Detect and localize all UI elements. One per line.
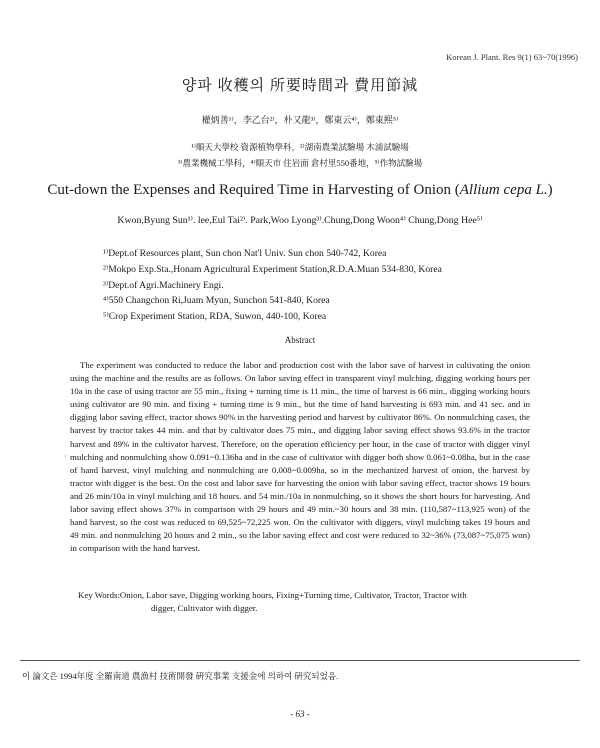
english-authors: Kwon,Byung Sun¹⁾. lee,Eul Tai²⁾. Park,Woo Lyong³⁾.Chung,Dong Woon⁴⁾ Chung,Dong Hee⁵⁾ (117, 215, 483, 226)
abstract-heading: Abstract (284, 335, 316, 345)
affiliation-4: ⁴⁾550 Changchon Ri,Juam Myun, Sunchon 541-840, Korea (103, 295, 330, 307)
korean-affiliations-line-1: ¹⁾順天大學校 資源植物學科，²⁾湖南農業試驗場 木浦試驗場 (191, 142, 409, 152)
english-title-main: Cut-down the Expenses and Required Time in Harvesting of Onion ( (47, 182, 460, 198)
journal-reference: Korean J. Plant. Res 9(1) 63~70(1996) (446, 52, 578, 62)
species-name: Allium cepa L. (459, 182, 548, 198)
funding-footnote: 이 論文은 1994年度 全羅南道 農漁村 技術開發 硏究事業 支援金에 의하여 硏究되었음. (22, 671, 339, 681)
keywords-line-2: digger, Cultivator with digger. (151, 603, 258, 613)
keywords (78, 589, 530, 615)
margin-mark: · (64, 452, 67, 461)
affiliation-2: ²⁾Mokpo Exp.Sta.,Honam Agricultural Experiment Station,R.D.A.Muan 534-830, Korea (103, 263, 442, 275)
affiliation-5: ⁵⁾Crop Experiment Station, RDA, Suwon, 440-100, Korea (103, 311, 327, 323)
keywords-line-1: Key Words:Onion, Labor save, Digging working hours, Fixing+Turning time, Cultivator, Tractor, Tractor with (78, 590, 467, 600)
english-affiliations (103, 246, 442, 325)
abstract-body: The experiment was conducted to reduce the labor and production cost with the labor save of harvest in cultivating the onion using the machine and the results are as follows. On labor saving effect in transparent vinyl mulching, digging working hours per 10a in the case of using tractor are 55 min., fixing + turning time is 11 min., the time of harvest is 66 min., digging working hours using cultivator are 90 min. and fixing + turning time is 9 min., but the time of hand harvesting is 693 min. and 41 sec. and in digging labor saving effect, tractor shows 90% in the harvesting period and harvest by cultivator 86%. On nonmulching cases, the harvest by tractor takes 44 min. and that by cultivator does 75 min., and digging labor saving effect shows 93.6% in the tractor harvest and 89% in the cultivator harvest. Therefore, on the operation efficiency per hour, in the case of tractor with digger vinyl mulching and nonmulching show 0.091~0.136ha and in the case of cultivator with digger both show 0.061~0.08ha, but in the case of hand harvest, vinyl mulching and nonmulching are 0.008~0.009ha, so in the mechanized harvest of onion, the harvest by tractor with digger is the best. On the cost and labor save for harvesting the onion with labor saving effect, tractor shows 19 hours and 26 min/10a in vinyl mulching and 18 hours. and 54 min./10a in nonmulching, so it shows the short hours for harvesting. And labor saving effect shows 37% in comparison with 29 hours and 49 min.~30 hours and 38 min. (110,587~113,925 won) of the hand harvest, so the cost was reduced to 69,525~72,225 won. On the cultivator with diggers, vinyl mulching takes 19 hours and 49 min. and nonmulching 20 hours and 2 min., so the labor saving effect and cost were reduced to 32~36% (73,087~75,075 won) in comparison with the hand harvest. (70, 360, 530, 554)
korean-affiliations-line-2: ³⁾農業機械工學科，⁴⁾順天市 住岩面 倉村里550番地，⁵⁾作物試驗場 (177, 158, 423, 168)
affiliation-1: ¹⁾Dept.of Resources plant, Sun chon Nat'l Univ. Sun chon 540-742, Korea (103, 248, 387, 259)
page-number: - 63 - (290, 709, 310, 719)
footnote-divider (20, 660, 580, 661)
english-title-end: ) (547, 182, 553, 198)
affiliation-3: ³⁾Dept.of Agri.Machinery Engi. (103, 279, 224, 291)
korean-authors: 權炳善¹⁾，李乙台²⁾，朴又龍³⁾，鄭東云⁴⁾，鄭東熙⁵⁾ (201, 115, 399, 125)
korean-title: 양파 收穫의 所要時間과 費用節減 (181, 78, 419, 94)
english-title (0, 182, 600, 199)
